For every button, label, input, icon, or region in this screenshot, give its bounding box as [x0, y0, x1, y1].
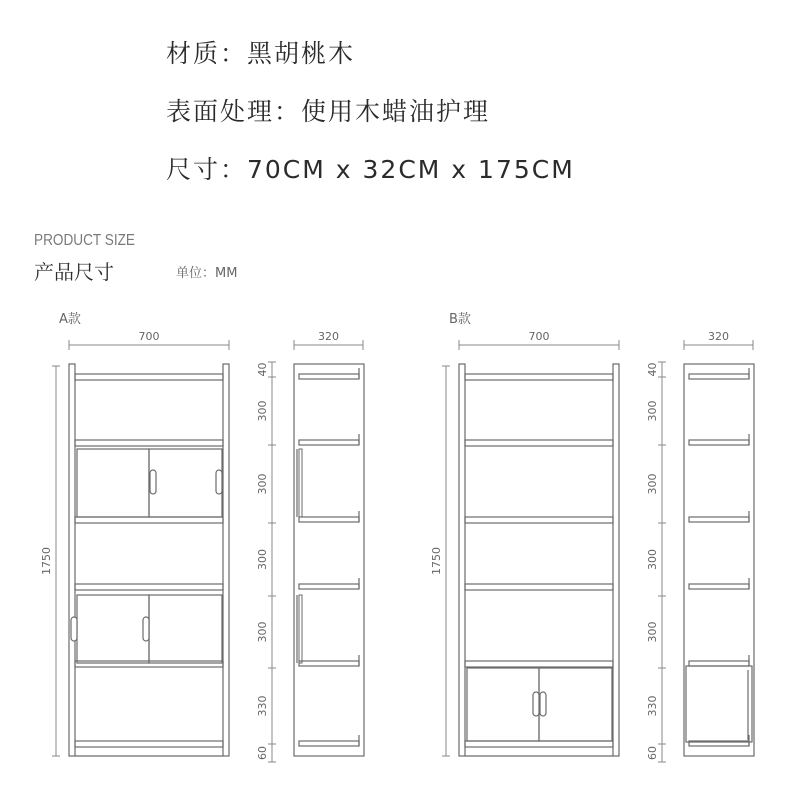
door-handle — [150, 470, 156, 494]
shelf-height-value: 330 — [646, 695, 659, 717]
shelf-height-value: 300 — [256, 621, 269, 643]
side-shelf-board — [299, 440, 359, 445]
height-value: 1750 — [40, 547, 53, 575]
side-panel-left — [459, 364, 465, 756]
shelf-height-value: 300 — [256, 549, 269, 570]
side-panel-right — [613, 364, 619, 756]
height-value: 1750 — [430, 547, 443, 575]
variant-a-drawing — [40, 311, 364, 762]
width-value: 700 — [138, 330, 160, 343]
shelf-board — [465, 374, 613, 380]
shelf-board — [465, 741, 613, 747]
cabinet-door — [539, 668, 612, 741]
cabinet-side-profile — [686, 666, 752, 742]
shelf-height-value: 60 — [646, 746, 659, 760]
shelf-height-value: 300 — [646, 621, 659, 643]
shelf-board — [75, 741, 223, 747]
door-handle — [540, 692, 546, 716]
side-shelf-board — [689, 440, 749, 445]
variant-label: B款 — [449, 312, 471, 327]
depth-value: 320 — [708, 330, 729, 343]
shelf-height-value: 300 — [256, 400, 269, 422]
side-view-panel — [294, 364, 364, 756]
shelf-height-value: 300 — [256, 473, 269, 495]
shelf-board — [75, 374, 223, 380]
side-panel-right — [223, 364, 229, 756]
side-shelf-board — [689, 584, 749, 589]
door-edge-profile — [299, 595, 302, 663]
spec-size: 尺寸：70CM x 32CM x 175CM — [166, 155, 575, 184]
side-view-panel — [684, 364, 754, 756]
variant-b-drawing — [430, 311, 754, 762]
shelf-height-value: 40 — [646, 362, 659, 377]
side-panel-left — [69, 364, 75, 756]
side-shelf-board — [299, 517, 359, 522]
shelf-board — [465, 584, 613, 590]
unit-label: 单位：MM — [176, 266, 238, 281]
spec-material: 材质：黑胡桃木 — [166, 39, 356, 68]
door-edge-profile — [299, 449, 302, 517]
shelf-height-value: 300 — [646, 473, 659, 495]
side-shelf-board — [689, 661, 749, 666]
shelf-board — [75, 584, 223, 590]
shelf-board — [465, 517, 613, 523]
side-shelf-board — [299, 661, 359, 666]
shelf-height-value: 40 — [256, 362, 269, 377]
door-handle — [71, 617, 77, 641]
cabinet-door — [467, 668, 539, 741]
side-shelf-board — [689, 517, 749, 522]
side-shelf-board — [299, 584, 359, 589]
sliding-door — [149, 449, 222, 517]
side-shelf-board — [689, 374, 749, 379]
shelf-height-value: 60 — [256, 746, 269, 760]
side-shelf-board — [299, 374, 359, 379]
section-title-en: PRODUCT SIZE — [34, 232, 136, 249]
depth-value: 320 — [318, 330, 339, 343]
shelf-board — [75, 440, 223, 446]
shelf-board — [75, 517, 223, 523]
width-value: 700 — [528, 330, 550, 343]
shelf-board — [465, 661, 613, 667]
door-handle — [533, 692, 539, 716]
section-title-cn: 产品尺寸 — [34, 260, 114, 284]
shelf-height-value: 330 — [256, 695, 269, 717]
spec-finish: 表面处理：使用木蜡油护理 — [166, 97, 491, 126]
door-handle — [216, 470, 222, 494]
door-handle — [143, 617, 149, 641]
variant-label: A款 — [59, 312, 81, 327]
sliding-door — [149, 595, 222, 663]
sliding-door — [77, 595, 149, 663]
shelf-height-value: 300 — [646, 400, 659, 422]
side-shelf-board — [299, 741, 359, 746]
shelf-board — [465, 440, 613, 446]
shelf-height-value: 300 — [646, 549, 659, 570]
sliding-door — [77, 449, 149, 517]
